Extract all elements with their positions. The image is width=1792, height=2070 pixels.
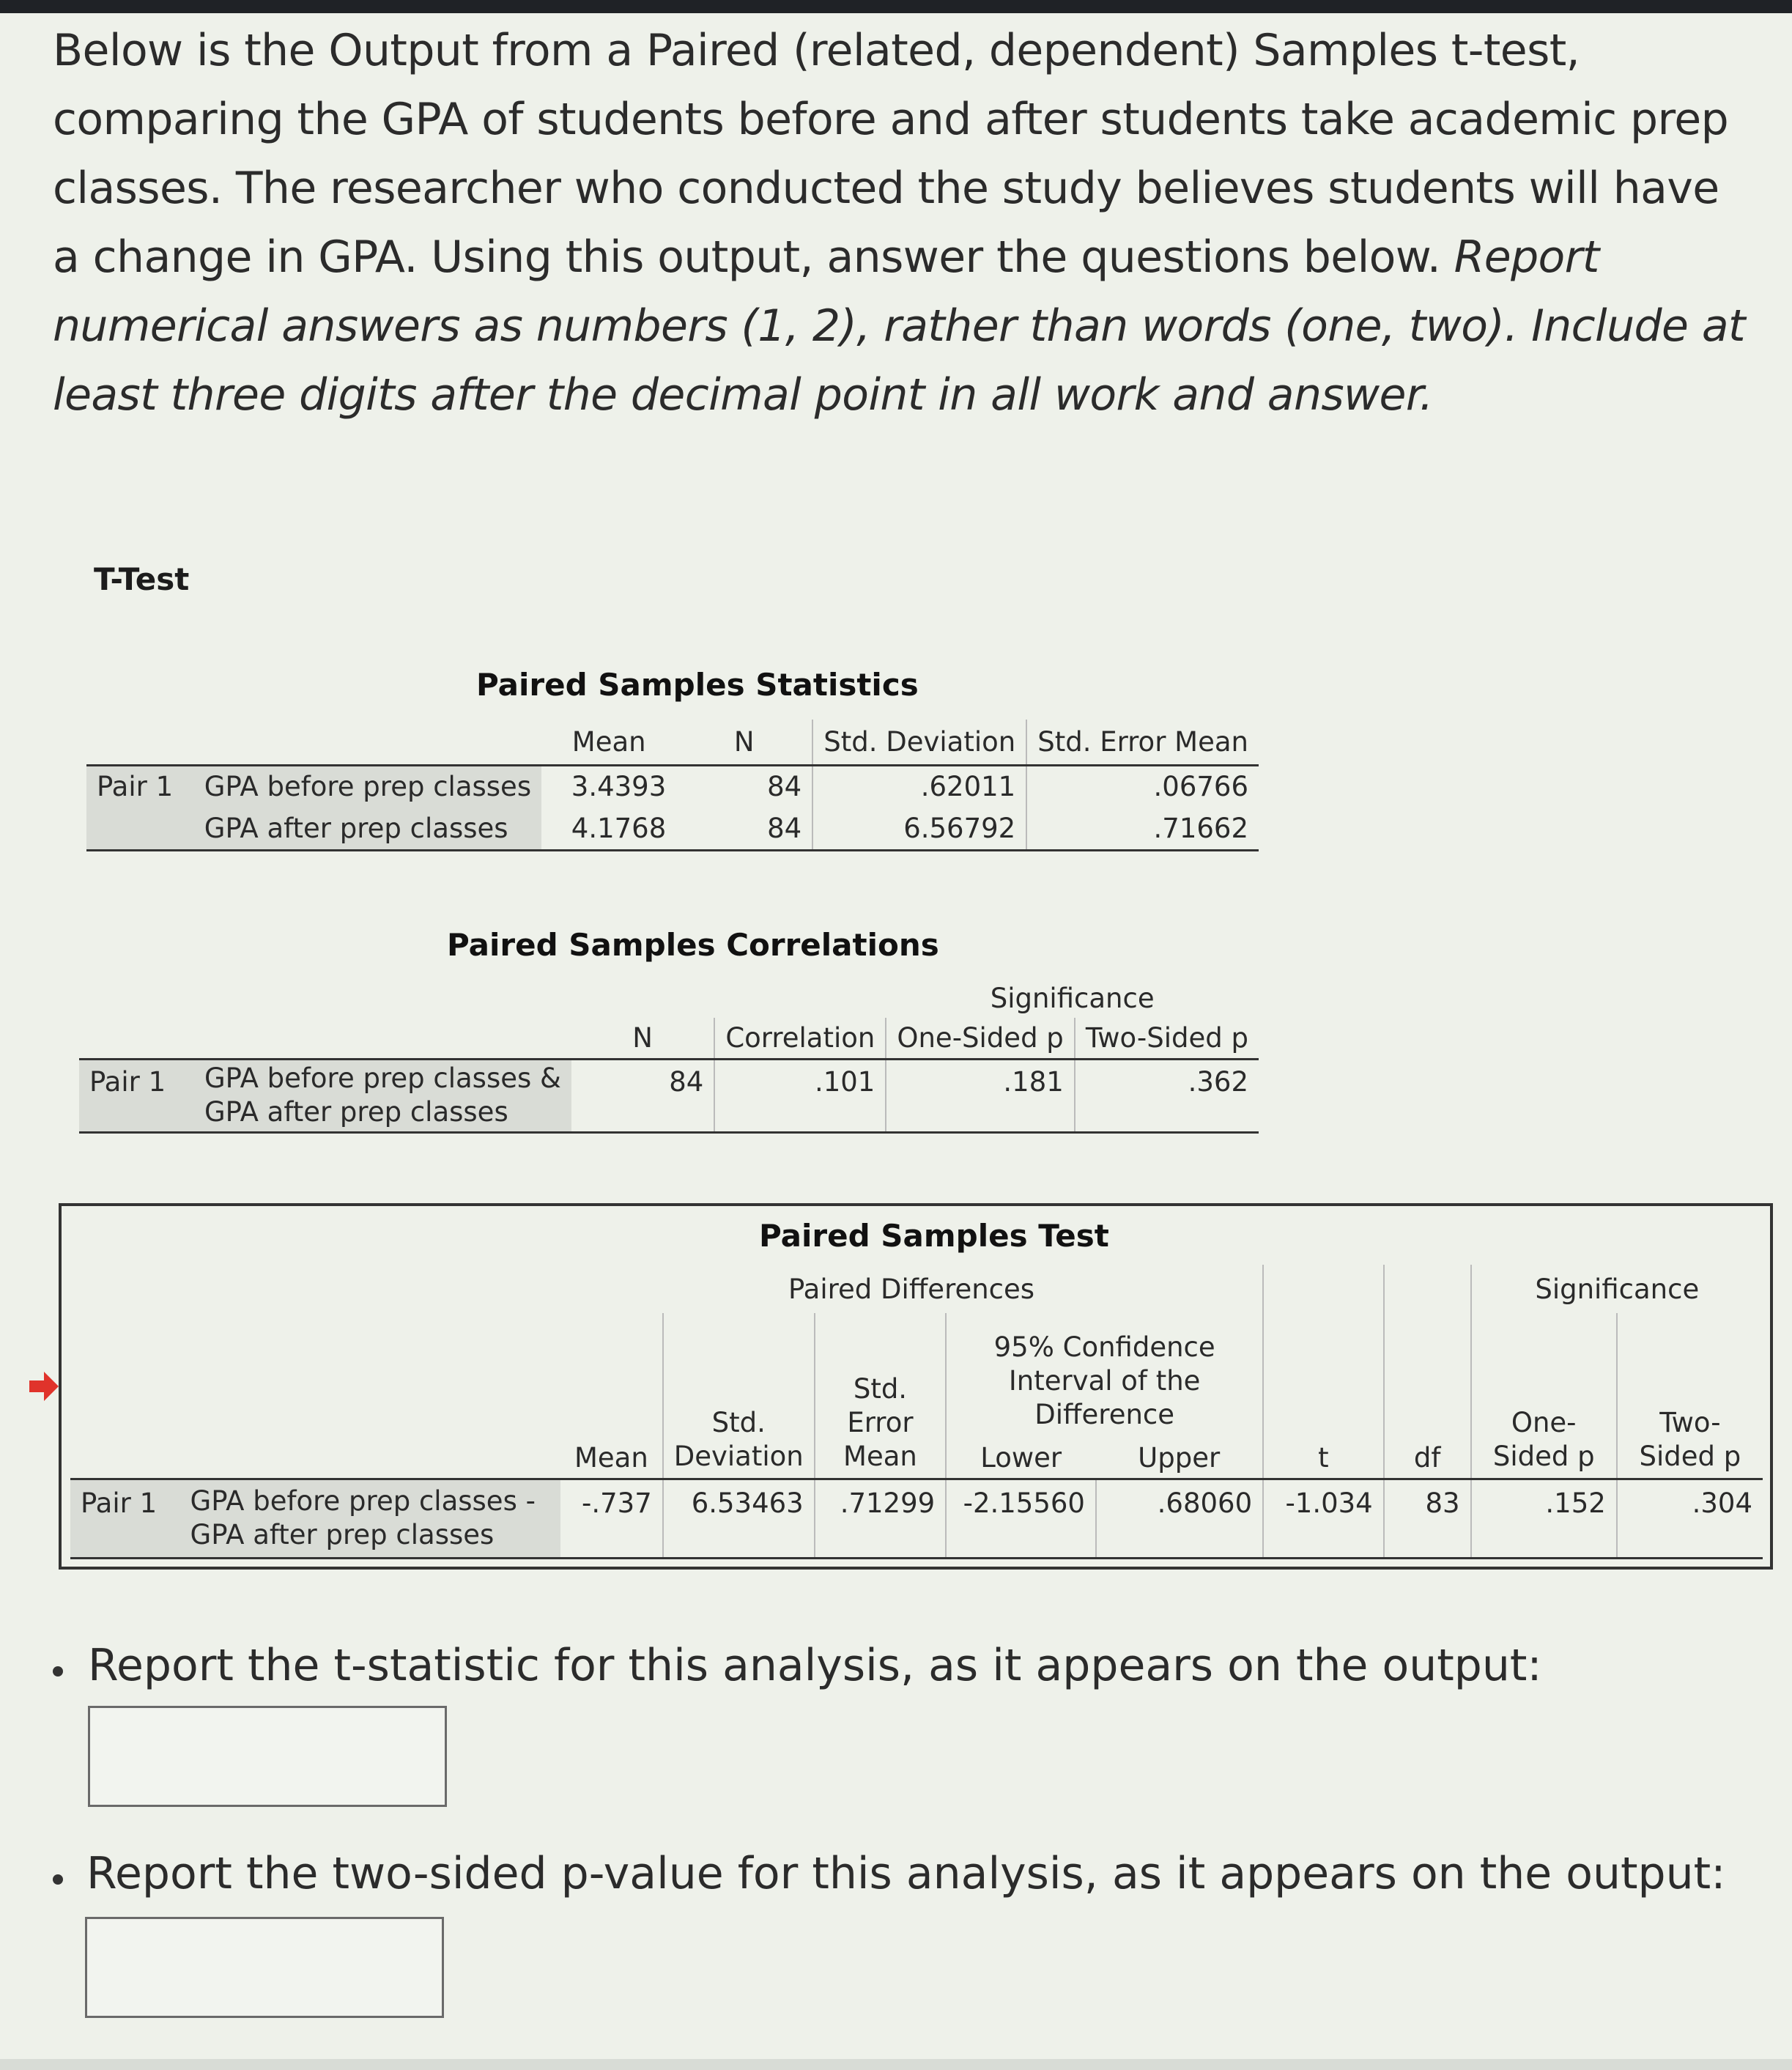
bullet-icon [53, 1666, 63, 1677]
test-header-upper: Upper [1138, 1441, 1221, 1474]
test-cell-lower: -2.15560 [946, 1479, 1096, 1558]
ci-header-2: Interval of the [1008, 1364, 1201, 1397]
test-cell-df: 83 [1384, 1479, 1471, 1558]
ci-header-1: 95% Confidence [993, 1331, 1215, 1363]
stats-cell-sd: .62011 [812, 765, 1026, 807]
stats-table-title: Paired Samples Statistics [476, 667, 919, 703]
stats-cell-n: 84 [767, 771, 802, 803]
corr-header-correlation: Correlation [714, 1018, 886, 1059]
ci-header-3: Difference [1034, 1398, 1175, 1430]
test-header-sd-1: Std. [711, 1406, 766, 1438]
two-sided-p-answer-input[interactable] [85, 1917, 444, 2018]
test-row-label-line1: GPA before prep classes - [190, 1485, 536, 1517]
corr-significance-header: Significance [990, 982, 1155, 1014]
test-header-t: t [1263, 1313, 1384, 1479]
paired-stats-table [86, 720, 1259, 851]
question-two-sided-p: Report the two-sided p-value for this analysis, as it appears on the output: [86, 1848, 1726, 1899]
paired-differences-header: Paired Differences [788, 1273, 1035, 1305]
test-significance-header: Significance [1471, 1265, 1763, 1313]
test-cell-sd: 6.53463 [663, 1479, 815, 1558]
stats-row-label: GPA after prep classes [194, 807, 541, 850]
test-header-se-1: Std. [853, 1372, 908, 1405]
test-header-one-2: Sided p [1492, 1440, 1595, 1472]
test-pair-label: Pair 1 [70, 1479, 180, 1558]
test-cell-t: -1.034 [1263, 1479, 1384, 1558]
paired-correlations-table [79, 978, 1259, 1134]
stats-cell-sd: 6.56792 [812, 807, 1026, 850]
test-header-se-3: Mean [843, 1440, 917, 1472]
stats-pair-label: Pair 1 [86, 765, 194, 807]
ttest-heading: T-Test [94, 561, 190, 597]
stats-cell-se: .06766 [1026, 765, 1259, 807]
test-table-title: Paired Samples Test [759, 1218, 1109, 1254]
stats-header-n: N [733, 725, 755, 758]
test-header-two-1: Two- [1659, 1406, 1721, 1438]
test-cell-upper: .68060 [1096, 1479, 1263, 1558]
arrow-right-icon [28, 1370, 60, 1402]
bullet-icon [53, 1874, 63, 1885]
test-header-sd-2: Deviation [673, 1440, 804, 1472]
corr-row-label-line1: GPA before prep classes & [204, 1062, 561, 1094]
stats-header-mean: Mean [571, 725, 646, 758]
stats-cell-n: 84 [767, 812, 802, 844]
stats-row-label: GPA before prep classes [194, 765, 541, 807]
corr-header-n: N [632, 1021, 653, 1054]
test-cell-mean: -.737 [582, 1487, 652, 1519]
stats-header-sd: Std. Deviation [812, 720, 1026, 765]
corr-row-label-line2: GPA after prep classes [204, 1096, 508, 1128]
corr-table-title: Paired Samples Correlations [447, 927, 939, 963]
corr-cell-two-sided: .362 [1075, 1059, 1259, 1132]
corr-header-two-sided: Two-Sided p [1075, 1018, 1259, 1059]
stats-header-se: Std. Error Mean [1026, 720, 1259, 765]
corr-header-one-sided: One-Sided p [886, 1018, 1074, 1059]
stats-cell-se: .71662 [1026, 807, 1259, 850]
paired-test-table [70, 1265, 1763, 1559]
corr-pair-label: Pair 1 [79, 1059, 194, 1132]
test-row-label-line2: GPA after prep classes [190, 1518, 495, 1550]
stats-cell-mean: 3.4393 [571, 771, 667, 803]
corr-cell-n: 84 [669, 1065, 704, 1098]
test-header-mean: Mean [574, 1441, 648, 1474]
corr-cell-correlation: .101 [714, 1059, 886, 1132]
bottom-bar [0, 2059, 1792, 2070]
test-header-lower: Lower [980, 1441, 1062, 1474]
instructions-text: Below is the Output from a Paired (related, dependent) Samples t-test, comparing the GPA of students before and after students take academic prep classes. The researcher who conducted the study believes students will have a change in GPA. Using this output, answer the questions below. [53, 25, 1729, 283]
instructions-italic-text: Report numerical answers as numbers (1, 2), rather than words (one, two). Include at least three digits after the decimal point in all work and answer. [53, 232, 1745, 421]
question-t-statistic: Report the t-statistic for this analysis, as it appears on the output: [88, 1640, 1542, 1691]
test-header-df: df [1384, 1313, 1471, 1479]
t-statistic-answer-input[interactable] [88, 1706, 447, 1807]
test-cell-se: .71299 [815, 1479, 946, 1558]
test-cell-two-sided: .304 [1617, 1479, 1763, 1558]
instructions-paragraph [53, 16, 1752, 429]
top-bar [0, 0, 1792, 13]
corr-cell-one-sided: .181 [886, 1059, 1074, 1132]
test-header-se-2: Error [847, 1406, 914, 1438]
test-header-one-1: One- [1511, 1406, 1577, 1438]
stats-cell-mean: 4.1768 [571, 812, 667, 844]
test-cell-one-sided: .152 [1471, 1479, 1617, 1558]
test-header-two-2: Sided p [1639, 1440, 1741, 1472]
